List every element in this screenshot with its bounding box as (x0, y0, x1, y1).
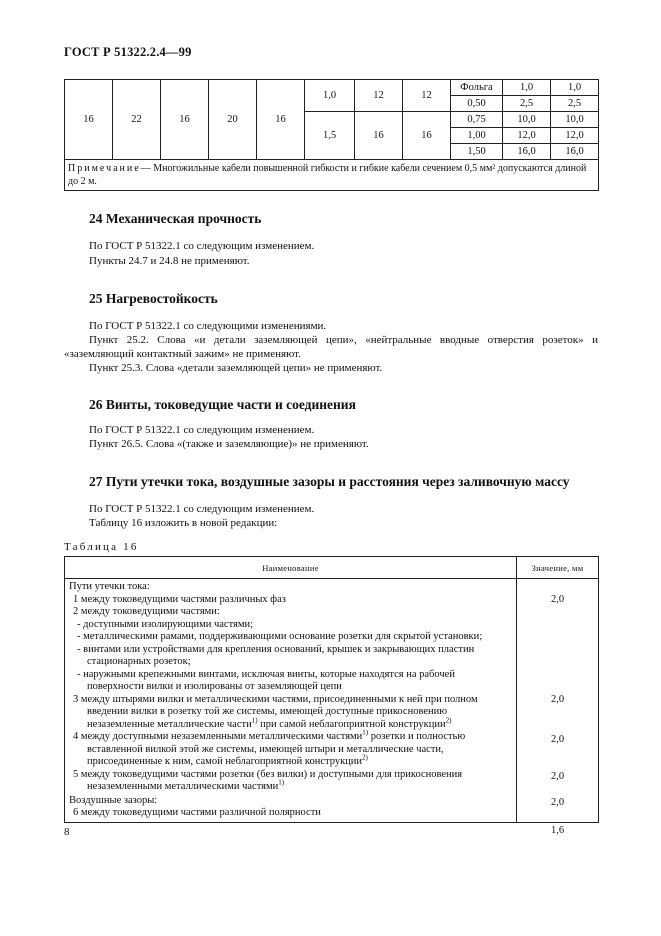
paragraph: Пункт 25.3. Слова «детали заземляющей цепи» не применяют. (89, 362, 383, 374)
section-heading-26: 26 Винты, токоведущие части и соединения (89, 397, 356, 412)
paragraph: Пункты 24.7 и 24.8 не применяют. (89, 255, 250, 267)
table-cell: 0,50 (451, 96, 503, 112)
table-value: 2,0 (550, 734, 565, 745)
item-text: 3 между штырями вилки и металлическими частями, присоединенными к ней при полном введении вилки в розетку той же системы, имеющей доступные прикосновению незаземленные металлические части (73, 693, 478, 730)
section-heading-25: 25 Нагревостойкость (89, 291, 218, 306)
paragraph: Таблицу 16 изложить в новой редакции: (89, 517, 278, 529)
paragraph: По ГОСТ Р 51322.1 со следующим изменением. (89, 424, 315, 436)
table-cell: 20 (209, 80, 257, 160)
page-number: 8 (64, 826, 70, 838)
group-heading: Воздушные зазоры: (69, 794, 158, 806)
table-subitem: - винтами или устройствами для крепления оснований, крышек и закрывающих пластин стационарных розеток; (77, 643, 475, 667)
table-values-cell (517, 579, 599, 836)
table-cell: 16 (161, 80, 209, 160)
table-16 (64, 556, 599, 836)
item-text: розетки и полностью вставленной вилкой этой же системы, имеющей штыри и металлические части, присоединенные к ним, самой неблагоприятной конструкции (87, 731, 466, 767)
table-cell: 22 (113, 80, 161, 160)
footnote-ref: 1) (251, 716, 258, 724)
table-value: 2,0 (550, 771, 565, 782)
table-cell: 16 (257, 80, 305, 160)
table-cell: 0,75 (451, 112, 503, 128)
table-cell: 1,50 (451, 144, 503, 160)
group-heading: Пути утечки тока: (69, 581, 150, 592)
table-subitem: - наружными крепежными винтами, исключая винты, которые находятся на рабочей поверхности вилки и изолированы от заземляющей цепи (77, 668, 455, 692)
table-cell: 10,0 (551, 112, 599, 128)
footnote-ref: 1) (362, 728, 369, 737)
table-cell: 12 (355, 80, 403, 112)
table-item (73, 769, 512, 794)
table-cell: 1,0 (551, 80, 599, 96)
table-cell: 12,0 (551, 128, 599, 144)
table-cell: 16 (65, 80, 113, 160)
table-names-cell (65, 579, 517, 823)
table-value: 2,0 (550, 594, 565, 605)
table-cell: 2,5 (503, 96, 551, 112)
table-cell: 1,0 (305, 80, 355, 112)
column-header-name: Наименование (65, 557, 517, 579)
table-note (65, 160, 599, 191)
table-cell: 1,5 (305, 112, 355, 160)
table-value: 2,0 (550, 694, 565, 705)
table-cell: 12 (403, 80, 451, 112)
table-cell: 16 (355, 112, 403, 160)
note-label: Примечание (68, 163, 141, 174)
section-heading-24: 24 Механическая прочность (89, 211, 262, 226)
item-text: 4 между доступными незаземленными металлическими частями (73, 731, 363, 742)
table-item: 2 между токоведущими частями: (73, 606, 220, 617)
paragraph: Пункт 26.5. Слова «(также и заземляющие)» не применяют. (89, 438, 369, 450)
item-text: 5 между токоведущими частями розетки (без вилки) и доступными для прикосновения незаземленными металлическими частями (73, 768, 463, 792)
table-cell: 1,0 (503, 80, 551, 96)
item-text: при самой неблагоприятной конструкции (257, 718, 446, 730)
table-subitem: - доступными изолирующими частями; (77, 618, 254, 630)
table-cell: 16,0 (551, 144, 599, 160)
note-text: — Многожильные кабели повышенной гибкости и гибкие кабели сечением 0,5 мм² допускаются длиной до 2 м. (68, 163, 587, 187)
table-cell: 16 (403, 112, 451, 160)
table-caption: Таблица 16 (64, 541, 139, 553)
table-cell: 1,00 (451, 128, 503, 144)
table-cell: 12,0 (503, 128, 551, 144)
footnote-ref: 2) (362, 753, 368, 762)
table-value: 2,0 (550, 797, 565, 808)
paragraph: По ГОСТ Р 51322.1 со следующим изменением. (89, 240, 315, 252)
table-item: 1 между токоведущими частями различных фаз (73, 593, 286, 605)
table-cell: 2,5 (551, 96, 599, 112)
table-cell: 16,0 (503, 144, 551, 160)
table-item: 6 между токоведущими частями различной полярности (73, 807, 321, 818)
section-heading-27: 27 Пути утечки тока, воздушные зазоры и расстояния через заливочную массу (89, 474, 570, 489)
table-subitem: - металлическими рамами, поддерживающими основание розетки для скрытой установки; (77, 631, 483, 642)
footnote-ref: 1) (278, 778, 285, 787)
column-header-value: Значение, мм (517, 557, 599, 579)
table-item (73, 694, 512, 732)
paragraph: По ГОСТ Р 51322.1 со следующими изменениями. (89, 320, 327, 332)
paragraph: Пункт 25.2. Слова «и детали заземляющей цепи», «нейтральные вводные отверстия розеток» и «заземляющий контактный зажим» не применяют. (64, 334, 598, 360)
conductor-table (64, 79, 599, 191)
table-cell: Фольга (451, 80, 503, 96)
table-item (73, 728, 512, 769)
table-cell: 10,0 (503, 112, 551, 128)
footnote-ref: 2) (445, 716, 452, 724)
document-code: ГОСТ Р 51322.2.4—99 (64, 45, 192, 59)
paragraph: По ГОСТ Р 51322.1 со следующим изменением. (89, 503, 315, 515)
table-value: 1,6 (550, 825, 565, 836)
